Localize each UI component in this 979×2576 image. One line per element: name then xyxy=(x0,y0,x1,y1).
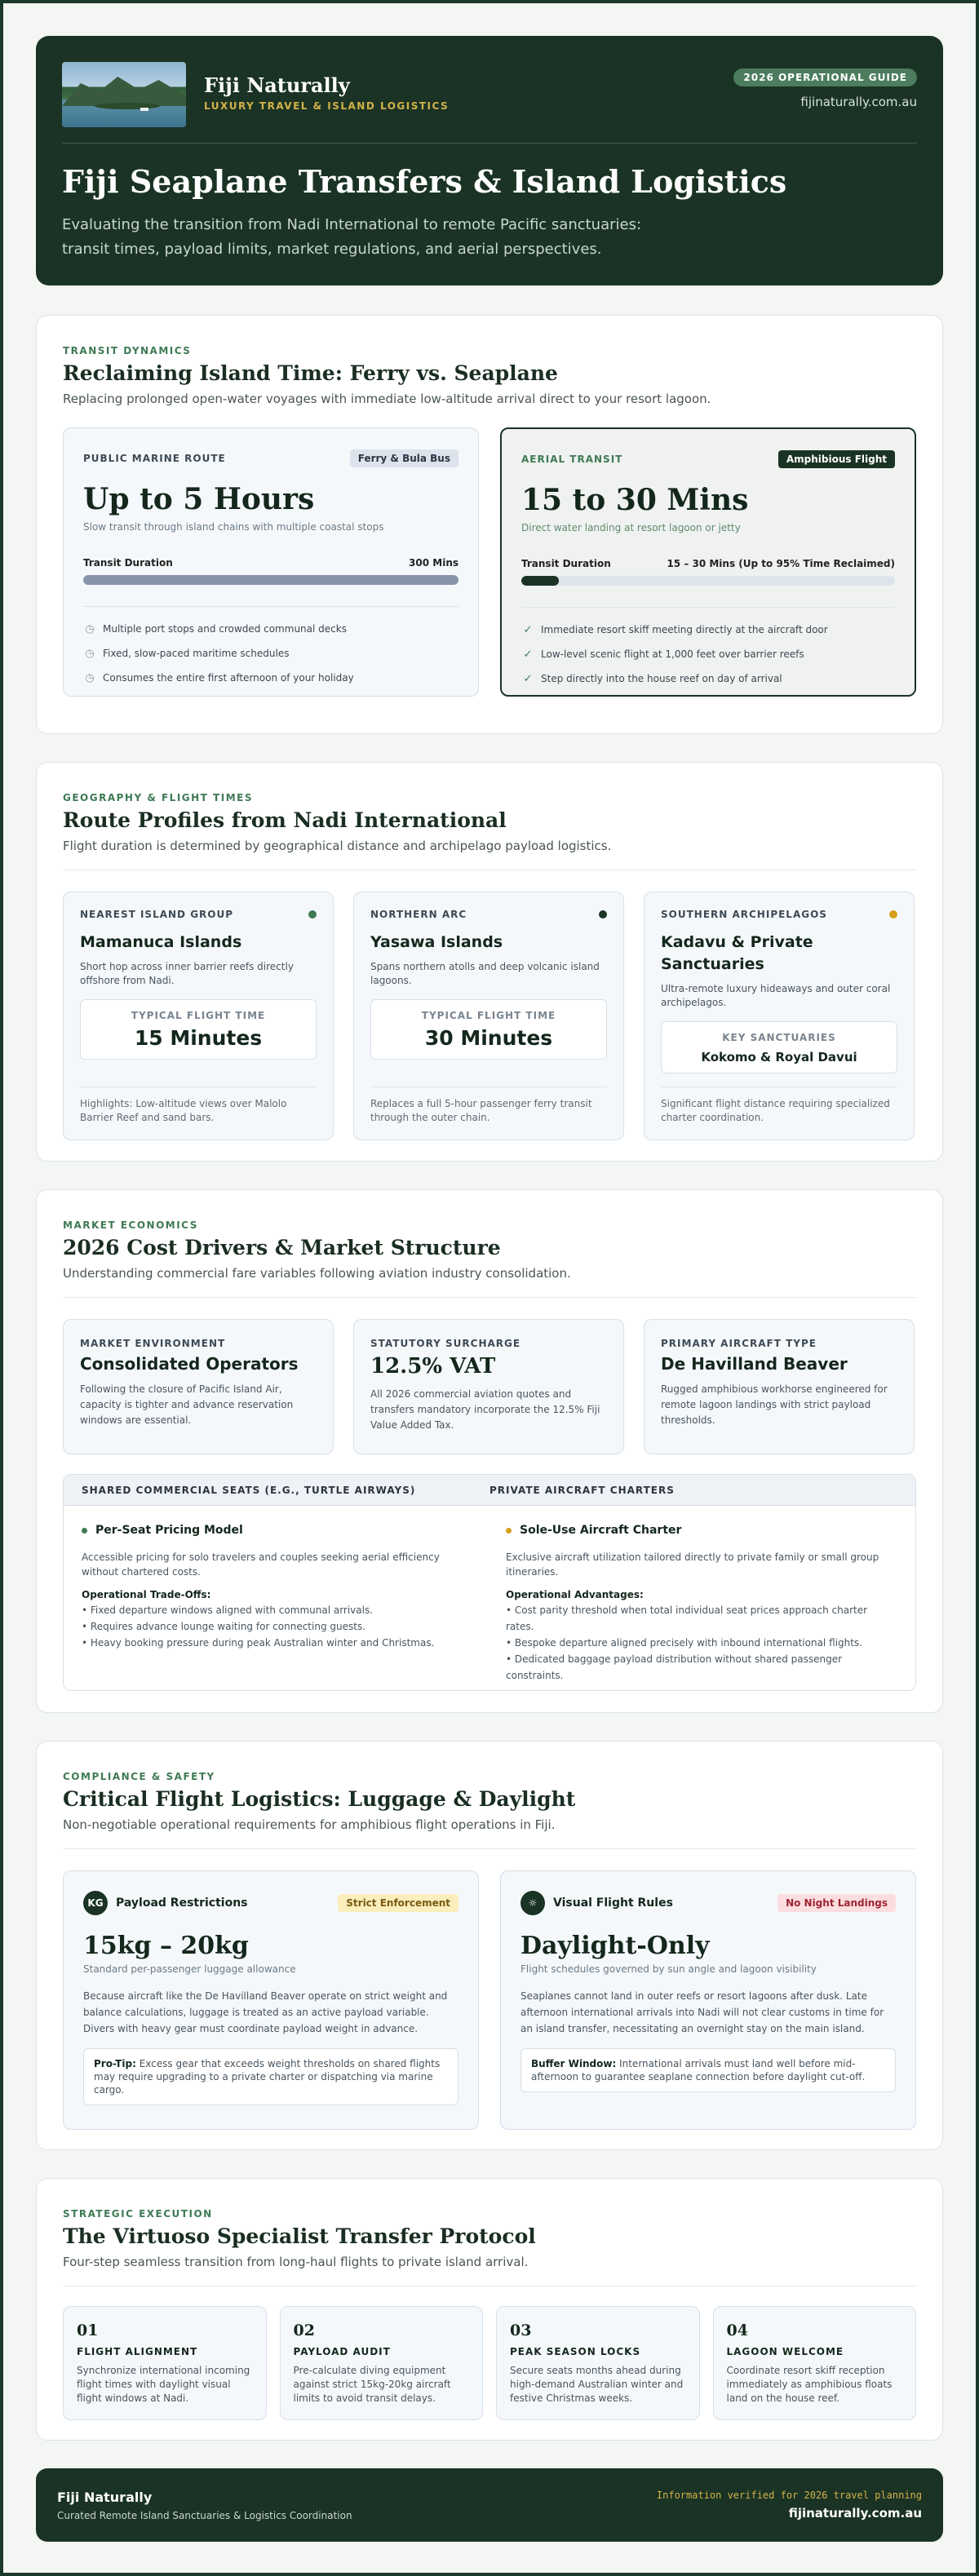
clock-icon: ◷ xyxy=(85,671,95,684)
list-item: • Requires advance lounge waiting for connecting guests. xyxy=(82,1621,366,1632)
step-number: 04 xyxy=(726,2321,748,2339)
list-item: ◷ Multiple port stops and crowded communal decks xyxy=(83,617,458,641)
market-section xyxy=(36,1189,943,1713)
duration-headline: Up to 5 Hours xyxy=(83,482,315,516)
stat-card-market: MARKET ENVIRONMENT Consolidated Operators Following the closure of Pacific Island Air, capacity is tighter and advance reservation windows are essential. xyxy=(63,1319,334,1454)
compliance-cards xyxy=(63,1870,916,2130)
step-card: 03 PEAK SEASON LOCKS Secure seats months ahead during high-demand Australian winter and festive Christmas weeks. xyxy=(496,2306,700,2420)
list-item: • Cost parity threshold when total individual seat prices approach charter rates. xyxy=(506,1604,868,1632)
duration-bar-fill xyxy=(83,575,458,585)
protocol-section xyxy=(36,2178,943,2441)
step-card: 01 FLIGHT ALIGNMENT Synchronize international incoming flight times with daylight visual flight windows at Nadi. xyxy=(63,2306,267,2420)
market-stats xyxy=(63,1319,916,1454)
bullet-dot xyxy=(82,1528,87,1534)
brand xyxy=(62,62,449,127)
list-item: ◷ Fixed, slow-paced maritime schedules xyxy=(83,641,458,666)
table-header xyxy=(64,1475,915,1506)
flight-time-box: TYPICAL FLIGHT TIME 30 Minutes xyxy=(370,999,607,1060)
list-item: • Heavy booking pressure during peak Australian winter and Christmas. xyxy=(82,1637,435,1649)
brand-landscape-image xyxy=(62,62,186,127)
route-label: NEAREST ISLAND GROUP xyxy=(80,909,234,920)
footer-brand: Fiji Naturally xyxy=(57,2489,153,2505)
section-title: Reclaiming Island Time: Ferry vs. Seaplane xyxy=(63,361,558,385)
route-footnote: Replaces a full 5-hour passenger ferry transit through the outer chain. xyxy=(370,1087,607,1125)
route-label: NORTHERN ARC xyxy=(370,909,467,920)
flight-time-box: TYPICAL FLIGHT TIME 15 Minutes xyxy=(80,999,317,1060)
section-subtitle: Replacing prolonged open-water voyages with immediate low-altitude arrival direct to your resort lagoon. xyxy=(63,392,711,406)
section-title: 2026 Cost Drivers & Market Structure xyxy=(63,1236,501,1259)
duration-headline: 15 to 30 Mins xyxy=(521,483,749,517)
route-marker-dot xyxy=(889,910,897,918)
weight-icon: KG xyxy=(83,1891,108,1915)
route-card-mamanuca xyxy=(63,892,334,1140)
duration-caption: Slow transit through island chains with multiple coastal stops xyxy=(83,521,384,533)
step-number: 03 xyxy=(510,2321,532,2339)
step-number: 01 xyxy=(77,2321,99,2339)
buffer-window-note: Buffer Window: International arrivals must land well before mid-afternoon to guarantee seaplane connection before daylight cut-off. xyxy=(521,2048,896,2092)
route-card-kadavu xyxy=(644,892,915,1140)
protocol-steps xyxy=(63,2306,916,2420)
route-name: Yasawa Islands xyxy=(370,933,503,951)
check-icon: ✓ xyxy=(523,672,533,685)
duration-bar-fill xyxy=(521,576,559,586)
section-eyebrow: MARKET ECONOMICS xyxy=(63,1219,198,1231)
stat-desc: Rugged amphibious workhorse engineered for remote lagoon landings with strict payload thresholds. xyxy=(661,1383,888,1426)
route-name: Mamanuca Islands xyxy=(80,933,242,951)
bullet-dot xyxy=(506,1528,512,1534)
stat-desc: Following the closure of Pacific Island Air, capacity is tighter and advance reservation windows are essential. xyxy=(80,1383,294,1426)
column-header: SHARED COMMERCIAL SEATS (E.G., TURTLE AIRWAYS) xyxy=(82,1484,416,1496)
mode-pill: Ferry & Bula Bus xyxy=(350,449,458,467)
sun-icon: ☼ xyxy=(521,1891,545,1915)
verification-note: Information verified for 2026 travel planning xyxy=(656,2490,922,2501)
route-desc: Short hop across inner barrier reefs directly offshore from Nadi. xyxy=(80,961,294,986)
check-icon: ✓ xyxy=(523,623,533,636)
clock-icon: ◷ xyxy=(85,647,95,660)
hero-banner xyxy=(36,36,943,285)
route-label: SOUTHERN ARCHIPELAGOS xyxy=(661,909,827,920)
footer-tagline: Curated Remote Island Sanctuaries & Logistics Coordination xyxy=(57,2509,352,2521)
duration-value: 300 Mins xyxy=(409,557,458,569)
mode-pill: Amphibious Flight xyxy=(778,450,895,468)
duration-label: Transit Duration xyxy=(83,557,173,569)
transit-comparison xyxy=(63,427,916,697)
status-badge: Strict Enforcement xyxy=(338,1894,458,1912)
flight-time-value: 30 Minutes xyxy=(424,1026,553,1050)
section-subtitle: Flight duration is determined by geographical distance and archipelago payload logistics. xyxy=(63,839,612,853)
duration-bar xyxy=(83,575,458,585)
duration-label: Transit Duration xyxy=(521,558,611,569)
stat-value: De Havilland Beaver xyxy=(661,1354,848,1374)
route-card-yasawa xyxy=(353,892,624,1140)
marine-drawbacks xyxy=(83,617,458,690)
brand-tagline: LUXURY TRAVEL & ISLAND LOGISTICS xyxy=(204,100,450,112)
guide-badge: 2026 OPERATIONAL GUIDE xyxy=(733,69,917,86)
marine-route-card xyxy=(63,427,479,697)
sanctuaries-value: Kokomo & Royal Davui xyxy=(701,1050,857,1064)
boat-shape xyxy=(140,108,148,111)
section-title: Critical Flight Logistics: Luggage & Daylight xyxy=(63,1787,576,1811)
pro-tip-note: Pro-Tip: Excess gear that exceeds weight thresholds on shared flights may require upgrading to a private charter or dispatching via marine cargo. xyxy=(83,2048,458,2105)
island-shape xyxy=(95,103,160,109)
list-item: ✓ Immediate resort skiff meeting directly at the aircraft door xyxy=(521,617,895,642)
hero-site-link[interactable]: fijinaturally.com.au xyxy=(800,95,917,109)
duration-caption: Direct water landing at resort lagoon or jetty xyxy=(521,522,741,533)
transit-section xyxy=(36,315,943,734)
mountain-shape xyxy=(62,73,186,106)
step-number: 02 xyxy=(293,2321,315,2339)
compliance-section xyxy=(36,1741,943,2150)
section-eyebrow: TRANSIT DYNAMICS xyxy=(63,345,192,356)
step-card: 02 PAYLOAD AUDIT Pre-calculate diving equipment against strict 15kg-20kg aircraft limits to avoid transit delays. xyxy=(280,2306,484,2420)
payload-limit: 15kg – 20kg xyxy=(83,1932,249,1960)
route-name: Kadavu & Private Sanctuaries xyxy=(661,933,813,973)
route-desc: Spans northern atolls and deep volcanic island lagoons. xyxy=(370,961,600,986)
section-eyebrow: GEOGRAPHY & FLIGHT TIMES xyxy=(63,792,253,803)
page-frame xyxy=(3,3,976,2573)
route-marker-dot xyxy=(308,910,317,918)
payload-card: KG Payload Restrictions Strict Enforcement 15kg – 20kg Standard per-passenger luggage allowance Because aircraft like the De Havilland Beaver operate on strict weight and balance calculations, luggage is treated as an active payload variable. Divers with heavy gear must coordinate payload weight in advance. Pro-Tip: Excess gear that exceeds weight thresholds on shared flights may require upgrading to a private charter or dispatching via marine cargo. xyxy=(63,1870,479,2130)
flight-time-value: 15 Minutes xyxy=(134,1026,263,1050)
stat-value: Consolidated Operators xyxy=(80,1354,299,1374)
stat-card-vat: STATUTORY SURCHARGE 12.5% VAT All 2026 commercial aviation quotes and transfers mandatory incorporate the 12.5% Fiji Value Added Tax. xyxy=(353,1319,624,1454)
aerial-benefits xyxy=(521,617,895,691)
brand-name: Fiji Naturally xyxy=(204,73,350,97)
aerial-transit-card xyxy=(500,427,916,697)
list-item: ◷ Consumes the entire first afternoon of your holiday xyxy=(83,666,458,690)
column-header: PRIVATE AIRCRAFT CHARTERS xyxy=(490,1484,675,1496)
pricing-comparison-table xyxy=(63,1474,916,1691)
list-item: • Dedicated baggage payload distribution without shared passenger constraints. xyxy=(506,1653,843,1681)
section-eyebrow: COMPLIANCE & SAFETY xyxy=(63,1771,215,1782)
section-title: The Virtuoso Specialist Transfer Protocol xyxy=(63,2224,536,2248)
page-subtitle: Evaluating the transition from Nadi International to remote Pacific sanctuaries: transit times, payload limits, market regulations, and aerial perspectives. xyxy=(62,216,642,258)
card-label: AERIAL TRANSIT xyxy=(521,454,623,465)
route-cards xyxy=(63,892,916,1140)
section-subtitle: Understanding commercial fare variables following aviation industry consolidation. xyxy=(63,1266,571,1281)
step-card: 04 LAGOON WELCOME Coordinate resort skiff reception immediately as amphibious floats land on the house reef. xyxy=(713,2306,917,2420)
clock-icon: ◷ xyxy=(85,622,95,635)
duration-value: 15 – 30 Mins (Up to 95% Time Reclaimed) xyxy=(667,558,895,569)
private-charter-column: Sole-Use Aircraft Charter Exclusive aircraft utilization tailored directly to private family or small group itineraries. Operational Advantages: • Cost parity threshold when total individual seat prices approach charter rates. • Bespoke departure aligned precisely with inbound international flights. • Dedicated baggage payload distribution without shared passenger constraints. xyxy=(506,1524,897,1684)
stat-card-aircraft: PRIMARY AIRCRAFT TYPE De Havilland Beaver Rugged amphibious workhorse engineered for remote lagoon landings with strict payload thresholds. xyxy=(644,1319,915,1454)
vfr-card: ☼ Visual Flight Rules No Night Landings Daylight-Only Flight schedules governed by sun angle and lagoon visibility Seaplanes cannot land in outer reefs or resort lagoons after dusk. Late afternoon international arrivals into Nadi will not clear customs in time for an island transfer, necessitating an overnight stay on the main island. Buffer Window: International arrivals must land well before mid-afternoon to guarantee seaplane connection before daylight cut-off. xyxy=(500,1870,916,2130)
hero-meta xyxy=(733,62,917,109)
stat-desc: All 2026 commercial aviation quotes and transfers mandatory incorporate the 12.5% Fiji Value Added Tax. xyxy=(370,1388,600,1431)
list-item: ✓ Step directly into the house reef on day of arrival xyxy=(521,666,895,691)
route-footnote: Highlights: Low-altitude views over Malolo Barrier Reef and sand bars. xyxy=(80,1087,317,1125)
route-marker-dot xyxy=(599,910,607,918)
card-label: PUBLIC MARINE ROUTE xyxy=(83,453,226,464)
route-desc: Ultra-remote luxury hideaways and outer coral archipelagos. xyxy=(661,983,891,1008)
hero-top-bar xyxy=(62,62,917,144)
stat-value: 12.5% VAT xyxy=(370,1354,496,1379)
footer-site-link[interactable]: fijinaturally.com.au xyxy=(788,2506,922,2521)
list-item: • Fixed departure windows aligned with communal arrivals. xyxy=(82,1604,374,1616)
sanctuaries-box: KEY SANCTUARIES Kokomo & Royal Davui xyxy=(661,1021,897,1073)
duration-bar xyxy=(521,576,895,586)
route-footnote: Significant flight distance requiring specialized charter coordination. xyxy=(661,1087,897,1125)
status-badge: No Night Landings xyxy=(777,1894,896,1912)
list-item: • Bespoke departure aligned precisely with inbound international flights. xyxy=(506,1637,862,1649)
vfr-rule: Daylight-Only xyxy=(521,1932,710,1960)
brand-text xyxy=(204,62,449,112)
check-icon: ✓ xyxy=(523,648,533,661)
section-subtitle: Four-step seamless transition from long-haul flights to private island arrival. xyxy=(63,2255,529,2269)
section-eyebrow: STRATEGIC EXECUTION xyxy=(63,2208,213,2220)
section-subtitle: Non-negotiable operational requirements for amphibious flight operations in Fiji. xyxy=(63,1817,556,1832)
section-title: Route Profiles from Nadi International xyxy=(63,808,507,832)
shared-seats-column: Per-Seat Pricing Model Accessible pricing for solo travelers and couples seeking aerial efficiency without chartered costs. Operational Trade-Offs: • Fixed departure windows aligned with communal arrivals. • Requires advance lounge waiting for connecting guests. • Heavy booking pressure during peak Australian winter and Christmas. xyxy=(82,1524,473,1684)
page-footer xyxy=(36,2468,943,2542)
list-item: ✓ Low-level scenic flight at 1,000 feet over barrier reefs xyxy=(521,642,895,666)
page-title: Fiji Seaplane Transfers & Island Logistics xyxy=(62,163,787,200)
routes-section xyxy=(36,762,943,1162)
